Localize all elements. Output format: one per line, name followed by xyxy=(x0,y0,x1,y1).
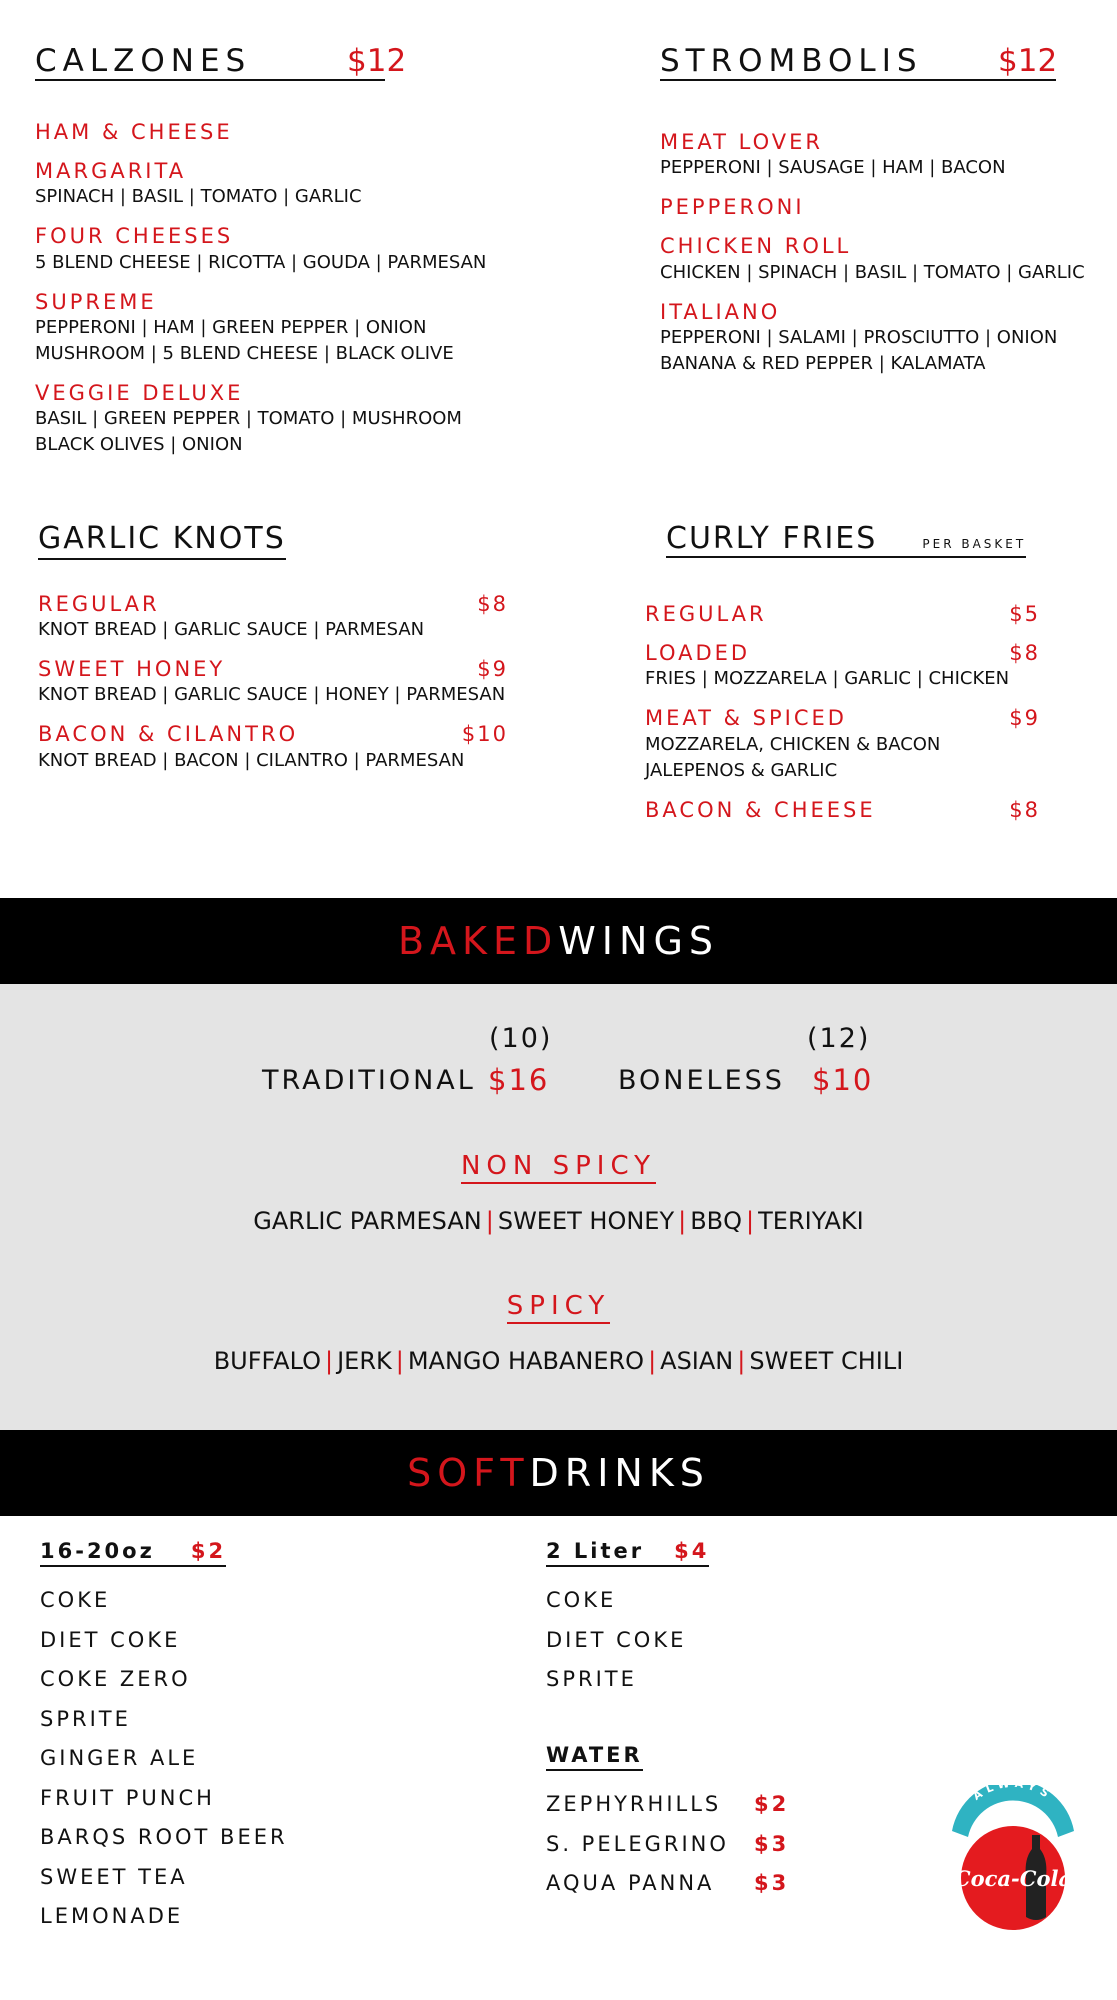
curly-fries-section xyxy=(645,521,1045,837)
liter-drinks-column xyxy=(546,1539,709,1700)
drink-item: SWEET TEA xyxy=(40,1864,188,1889)
item-price: $5 xyxy=(1009,602,1040,626)
item-description: JALEPENOS & GARLIC xyxy=(645,759,838,781)
item-name: SUPREME xyxy=(35,289,157,314)
item-name: ITALIANO xyxy=(660,299,781,324)
drink-item: DIET COKE xyxy=(546,1627,687,1652)
drink-item: BARQS ROOT BEER xyxy=(40,1825,288,1849)
item-name: MEAT & SPICED xyxy=(645,706,847,731)
small-drinks-column xyxy=(40,1539,288,1937)
menu-item xyxy=(660,130,1100,181)
flavor-item: SWEET HONEY xyxy=(497,1207,675,1235)
menu-item xyxy=(38,722,508,773)
item-name: HAM & CHEESE xyxy=(35,120,233,144)
liter-drinks-list xyxy=(546,1581,709,1700)
svg-text:Coca-Cola: Coca-Cola xyxy=(953,1866,1073,1891)
item-name: MARGARITA xyxy=(35,159,187,184)
item-name: LOADED xyxy=(645,641,751,666)
item-price: $9 xyxy=(1009,706,1040,731)
menu-item xyxy=(645,641,1040,692)
item-description: BANANA & RED PEPPER | KALAMATA xyxy=(660,352,986,374)
menu-item xyxy=(660,234,1100,285)
item-name: VEGGIE DELUXE xyxy=(35,380,244,405)
traditional-price: $16 xyxy=(488,1063,550,1097)
menu-item xyxy=(35,159,455,210)
menu-item xyxy=(38,657,508,708)
water-price: $2 xyxy=(754,1792,790,1816)
item-name: REGULAR xyxy=(38,592,160,616)
flavor-item: BUFFALO xyxy=(213,1347,321,1375)
curly-fries-list xyxy=(645,602,1040,823)
baked-wings-title: BAKEDWINGS xyxy=(397,919,720,963)
separator: | xyxy=(737,1347,746,1375)
flavor-item: ASIAN xyxy=(660,1347,734,1375)
item-name: CHICKEN ROLL xyxy=(660,234,852,259)
separator: | xyxy=(746,1207,755,1235)
flavor-item: SWEET CHILI xyxy=(749,1347,904,1375)
calzones-list xyxy=(35,120,487,458)
coca-cola-logo xyxy=(944,1785,1082,1933)
curly-fries-subtitle: PER BASKET xyxy=(922,537,1027,551)
drink-item: SPRITE xyxy=(40,1706,131,1731)
water-name: ZEPHYRHILLS xyxy=(546,1792,722,1816)
calzones-section xyxy=(35,43,487,472)
item-description: KNOT BREAD | BACON | CILANTRO | PARMESAN xyxy=(38,749,465,771)
drink-item: COKE ZERO xyxy=(40,1667,191,1691)
non-spicy-heading: NON SPICY xyxy=(461,1151,656,1184)
coca-cola-logo-graphic xyxy=(944,1785,1082,1933)
drink-item: COKE xyxy=(40,1588,111,1612)
water-item xyxy=(546,1825,789,1865)
item-price: $10 xyxy=(461,722,508,747)
curly-fries-header xyxy=(666,521,1027,558)
soft-drinks-banner xyxy=(0,1430,1117,1516)
liter-drinks-header: 2 Liter $4 xyxy=(546,1539,709,1567)
menu-item xyxy=(35,120,455,145)
item-name: BACON & CILANTRO xyxy=(38,722,299,747)
item-description: BASIL | GREEN PEPPER | TOMATO | MUSHROOM xyxy=(35,407,462,429)
separator: | xyxy=(395,1347,404,1375)
strombolis-header xyxy=(660,43,1100,86)
item-name: PEPPERONI xyxy=(660,195,805,220)
flavor-item: BBQ xyxy=(690,1207,743,1235)
calzones-header xyxy=(35,43,455,86)
spicy-heading-wrap xyxy=(0,1293,1117,1319)
separator: | xyxy=(324,1347,334,1375)
menu-item xyxy=(35,380,462,458)
strombolis-title: STROMBOLIS xyxy=(660,46,1056,81)
small-drinks-header: 16-20oz $2 xyxy=(40,1539,226,1567)
drink-item: DIET COKE xyxy=(40,1627,181,1652)
drink-item: GINGER ALE xyxy=(40,1746,199,1770)
item-price: $8 xyxy=(477,592,508,616)
item-description: KNOT BREAD | GARLIC SAUCE | PARMESAN xyxy=(38,619,425,641)
garlic-knots-list xyxy=(38,592,508,774)
boneless-label: BONELESS xyxy=(618,1065,785,1096)
menu-item xyxy=(645,706,1040,783)
item-price: $8 xyxy=(1009,797,1040,822)
curly-fries-title: CURLY FRIES xyxy=(666,521,878,556)
menu-item xyxy=(35,290,455,367)
boneless-count: (12) xyxy=(807,1023,871,1054)
traditional-count: (10) xyxy=(489,1023,553,1054)
water-item xyxy=(546,1864,789,1904)
item-description: SPINACH | BASIL | TOMATO | GARLIC xyxy=(35,186,362,208)
water-column xyxy=(546,1743,789,1904)
non-spicy-flavors xyxy=(0,1207,1117,1235)
item-name: REGULAR xyxy=(645,602,767,626)
item-name: MEAT LOVER xyxy=(660,130,823,154)
water-price: $3 xyxy=(754,1831,790,1856)
item-name: BACON & CHEESE xyxy=(645,797,876,822)
water-name: S. PELEGRINO xyxy=(546,1831,729,1856)
baked-wings-banner xyxy=(0,898,1117,984)
flavor-item: TERIYAKI xyxy=(758,1207,864,1235)
drink-item: FRUIT PUNCH xyxy=(40,1785,215,1810)
item-description: BLACK OLIVES | ONION xyxy=(35,433,243,455)
boneless-price: $10 xyxy=(812,1063,874,1097)
separator: | xyxy=(648,1347,657,1375)
flavor-item: JERK xyxy=(337,1347,392,1375)
flavor-item: GARLIC PARMESAN xyxy=(253,1207,482,1235)
item-name: FOUR CHEESES xyxy=(35,224,234,249)
item-description: KNOT BREAD | GARLIC SAUCE | HONEY | PARMESAN xyxy=(38,684,506,706)
separator: | xyxy=(485,1207,494,1235)
non-spicy-heading-wrap xyxy=(0,1153,1117,1179)
drink-item: SPRITE xyxy=(546,1667,637,1691)
item-description: FRIES | MOZZARELA | GARLIC | CHICKEN xyxy=(645,668,1010,690)
small-drinks-list xyxy=(40,1581,288,1937)
spicy-heading: SPICY xyxy=(507,1291,610,1324)
menu-item xyxy=(35,224,487,275)
traditional-label: TRADITIONAL xyxy=(262,1065,476,1096)
menu-item xyxy=(645,798,1040,823)
menu-item xyxy=(38,592,508,643)
menu-item xyxy=(645,602,1040,627)
garlic-knots-section xyxy=(38,521,528,788)
svg-text:ALWAYS: AL YS xyxy=(970,1785,1056,1803)
item-name: SWEET HONEY xyxy=(38,657,226,682)
item-price: $8 xyxy=(1009,641,1040,666)
drink-item: LEMONADE xyxy=(40,1904,184,1928)
strombolis-price: $12 xyxy=(998,43,1058,79)
strombolis-section xyxy=(660,43,1100,391)
spicy-flavors xyxy=(0,1347,1117,1375)
water-list xyxy=(546,1785,789,1904)
water-header: WATER xyxy=(546,1743,643,1771)
calzones-price: $12 xyxy=(347,43,407,79)
drink-item: COKE xyxy=(546,1588,617,1612)
separator: | xyxy=(678,1207,687,1235)
item-description: MOZZARELA, CHICKEN & BACON xyxy=(645,733,941,755)
menu-item xyxy=(660,195,1100,220)
item-description: 5 BLEND CHEESE | RICOTTA | GOUDA | PARMESAN xyxy=(35,251,487,273)
item-description: PEPPERONI | SAUSAGE | HAM | BACON xyxy=(660,157,1006,179)
item-description: PEPPERONI | HAM | GREEN PEPPER | ONION xyxy=(35,316,427,338)
menu-item xyxy=(660,300,1100,377)
flavor-item: MANGO HABANERO xyxy=(407,1347,645,1375)
item-description: CHICKEN | SPINACH | BASIL | TOMATO | GARLIC xyxy=(660,261,1085,283)
soft-drinks-title: SOFTDRINKS xyxy=(407,1451,710,1495)
water-name: AQUA PANNA xyxy=(546,1871,715,1895)
item-description: PEPPERONI | SALAMI | PROSCIUTTO | ONION xyxy=(660,326,1058,348)
garlic-knots-title: GARLIC KNOTS xyxy=(38,524,528,554)
water-price: $3 xyxy=(754,1871,790,1895)
strombolis-list xyxy=(660,130,1100,377)
calzones-title: CALZONES xyxy=(35,46,385,81)
item-price: $9 xyxy=(477,657,508,682)
water-item xyxy=(546,1785,789,1825)
item-description: MUSHROOM | 5 BLEND CHEESE | BLACK OLIVE xyxy=(35,342,454,364)
